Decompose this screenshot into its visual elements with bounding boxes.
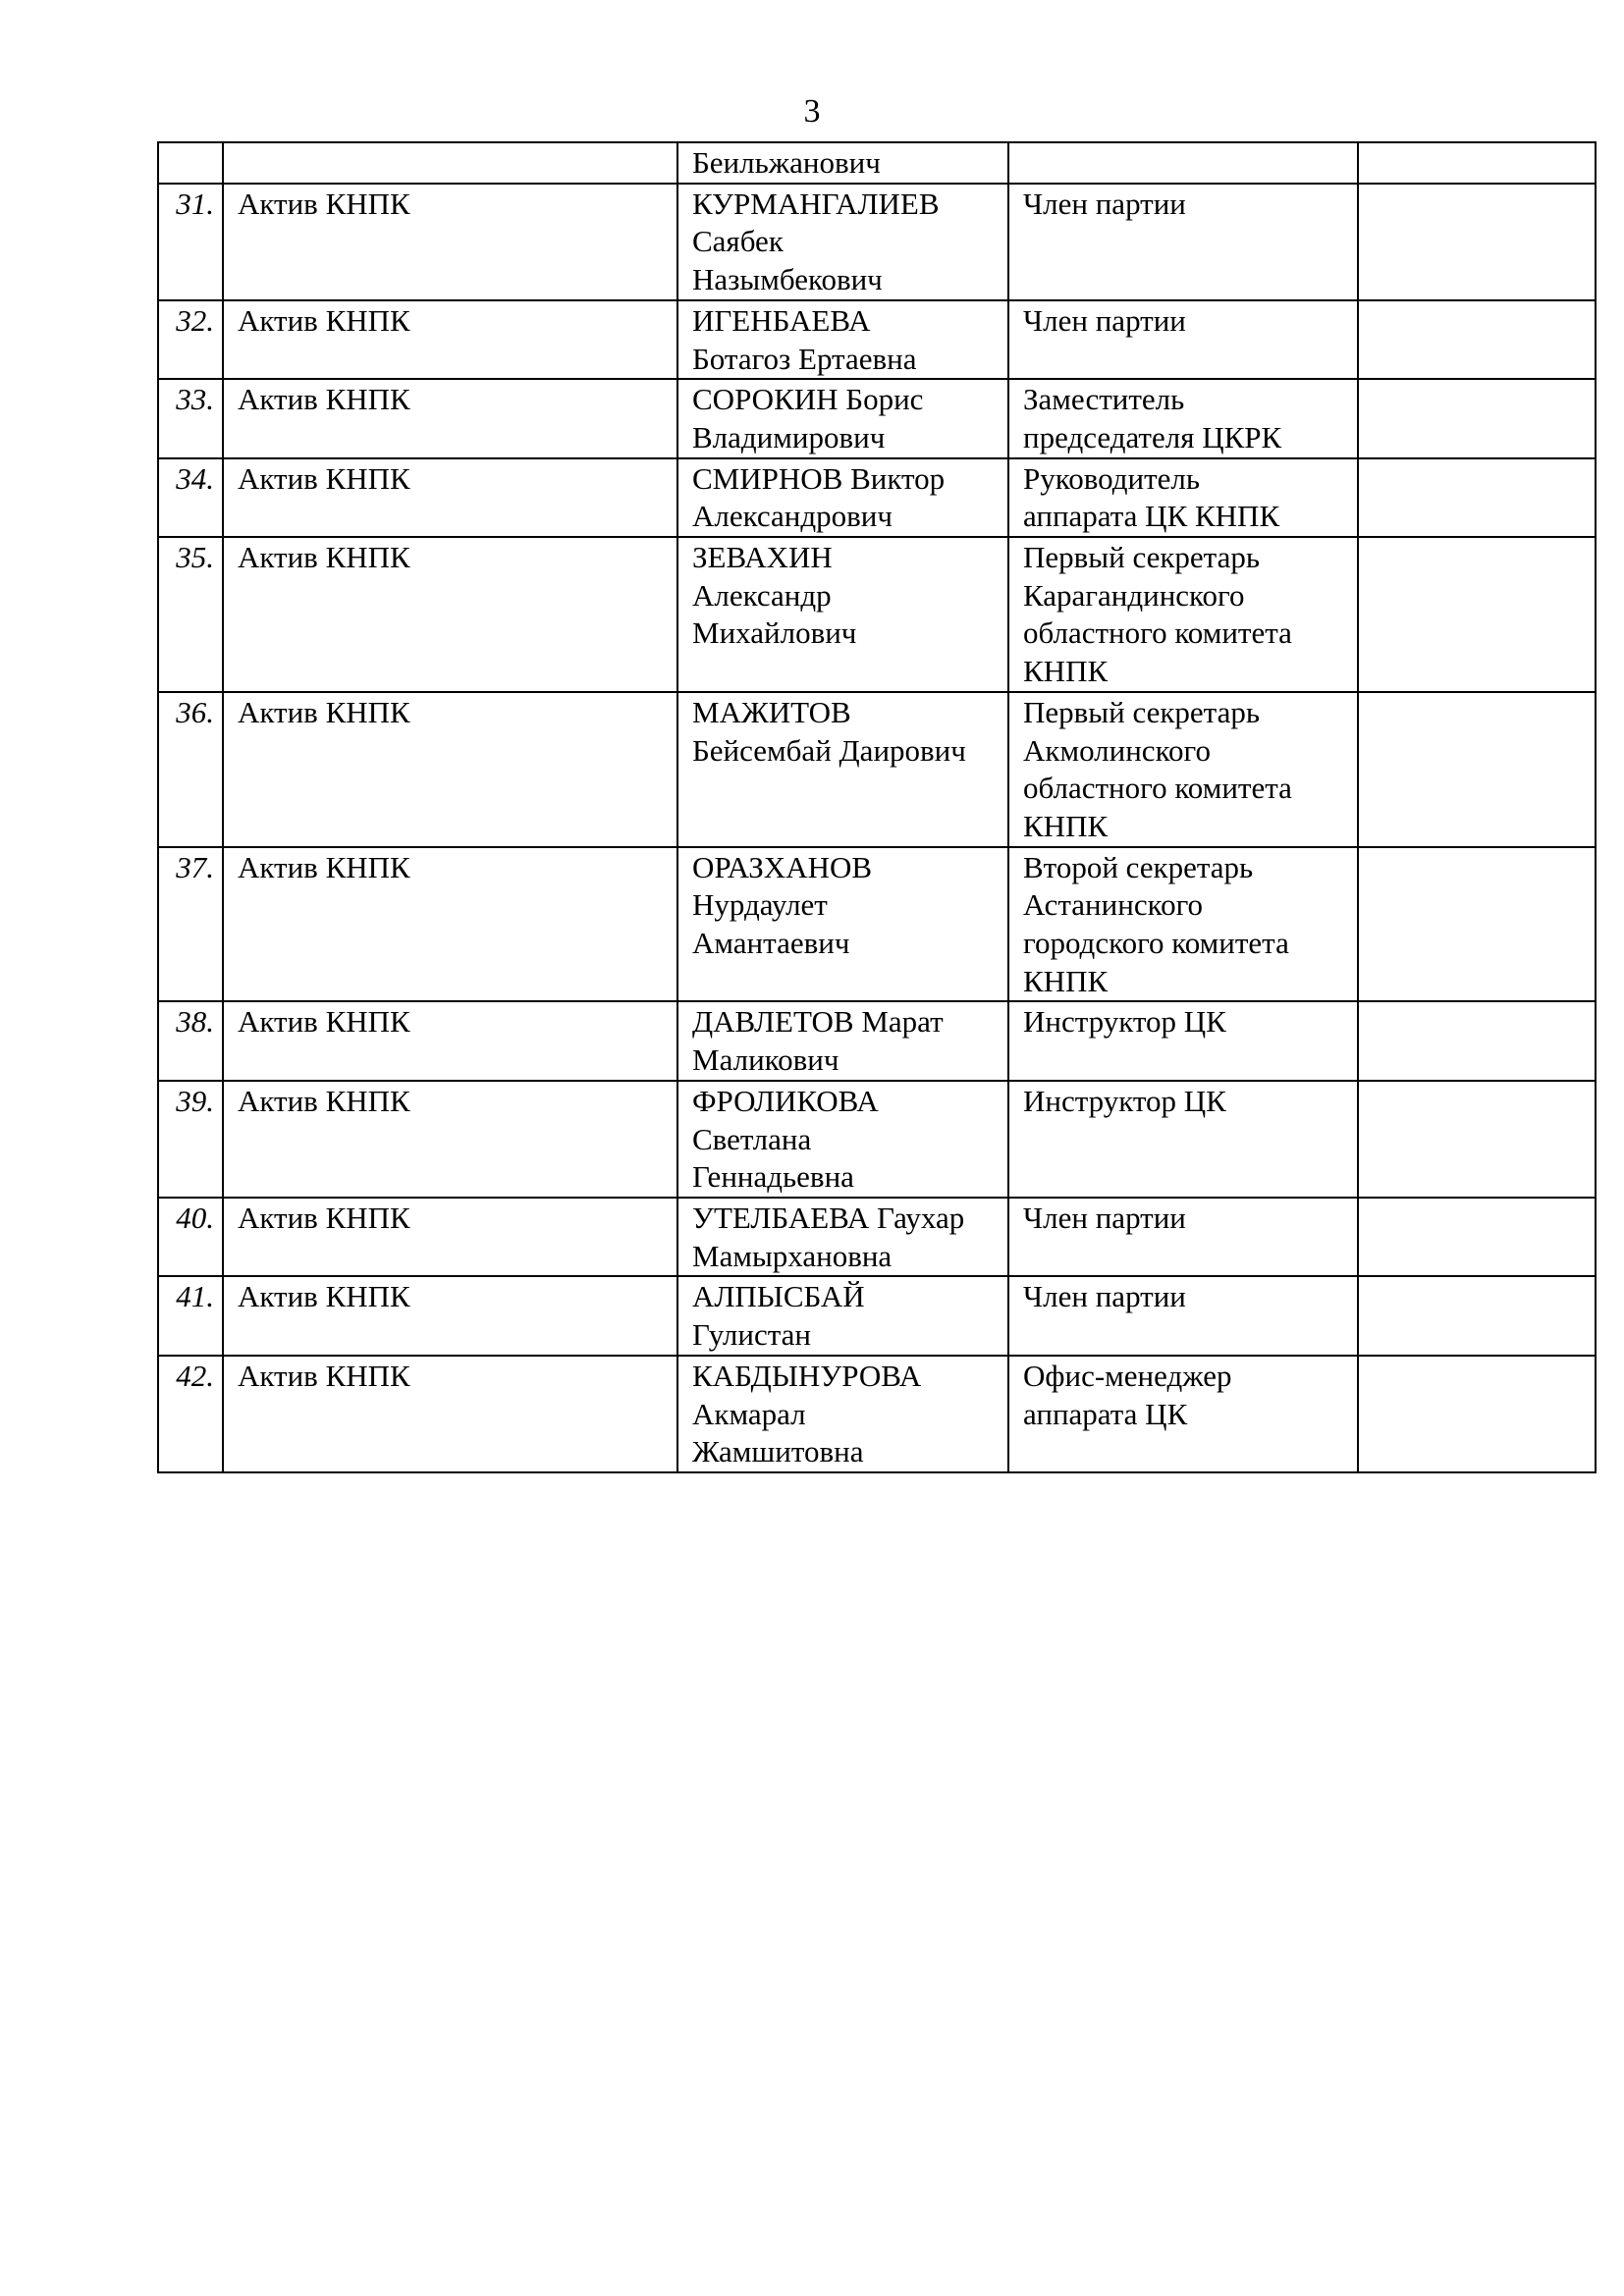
- position-cell: [1008, 142, 1358, 184]
- note-cell: [1358, 1001, 1596, 1080]
- note-cell: [1358, 1276, 1596, 1355]
- position-cell: Офис-менеджер аппарата ЦК: [1008, 1356, 1358, 1472]
- table-row: [158, 1081, 1596, 1198]
- name-cell: ОРАЗХАНОВ Нурдаулет Амантаевич: [677, 847, 1008, 1002]
- table-row: [158, 300, 1596, 379]
- note-cell: [1358, 458, 1596, 537]
- note-cell: [1358, 142, 1596, 184]
- row-number: [158, 142, 223, 184]
- position-cell: Руководитель аппарата ЦК КНПК: [1008, 458, 1358, 537]
- name-cell: КУРМАНГАЛИЕВ Саябек Назымбекович: [677, 184, 1008, 300]
- row-number: 31.: [158, 184, 223, 300]
- table-row: [158, 184, 1596, 300]
- row-number: 36.: [158, 692, 223, 847]
- group-cell: Актив КНПК: [223, 537, 677, 692]
- table-row: [158, 379, 1596, 457]
- name-cell: СМИРНОВ Виктор Александрович: [677, 458, 1008, 537]
- name-cell: Беильжанович: [677, 142, 1008, 184]
- row-number: 37.: [158, 847, 223, 1002]
- group-cell: Актив КНПК: [223, 1001, 677, 1080]
- name-cell: МАЖИТОВ Бейсембай Даирович: [677, 692, 1008, 847]
- position-cell: Первый секретарь Карагандинского областного комитета КНПК: [1008, 537, 1358, 692]
- group-cell: Актив КНПК: [223, 1276, 677, 1355]
- group-cell: Актив КНПК: [223, 184, 677, 300]
- note-cell: [1358, 379, 1596, 457]
- name-cell: ДАВЛЕТОВ Марат Маликович: [677, 1001, 1008, 1080]
- table-row: [158, 1001, 1596, 1080]
- position-cell: Член партии: [1008, 300, 1358, 379]
- group-cell: Актив КНПК: [223, 847, 677, 1002]
- row-number: 40.: [158, 1198, 223, 1276]
- table-row: [158, 1198, 1596, 1276]
- row-number: 32.: [158, 300, 223, 379]
- row-number: 35.: [158, 537, 223, 692]
- page-number: 3: [803, 93, 821, 130]
- members-table: [157, 141, 1597, 1473]
- group-cell: [223, 142, 677, 184]
- position-cell: Член партии: [1008, 1276, 1358, 1355]
- position-cell: Первый секретарь Акмолинского областного комитета КНПК: [1008, 692, 1358, 847]
- position-cell: Второй секретарь Астанинского городского комитета КНПК: [1008, 847, 1358, 1002]
- table-row: [158, 692, 1596, 847]
- table-row: [158, 537, 1596, 692]
- row-number: 39.: [158, 1081, 223, 1198]
- note-cell: [1358, 847, 1596, 1002]
- note-cell: [1358, 1081, 1596, 1198]
- row-number: 33.: [158, 379, 223, 457]
- position-cell: Член партии: [1008, 1198, 1358, 1276]
- row-number: 34.: [158, 458, 223, 537]
- position-cell: Инструктор ЦК: [1008, 1001, 1358, 1080]
- group-cell: Актив КНПК: [223, 1081, 677, 1198]
- name-cell: СОРОКИН Борис Владимирович: [677, 379, 1008, 457]
- name-cell: ФРОЛИКОВА Светлана Геннадьевна: [677, 1081, 1008, 1198]
- note-cell: [1358, 692, 1596, 847]
- name-cell: КАБДЫНУРОВА Акмарал Жамшитовна: [677, 1356, 1008, 1472]
- position-cell: Инструктор ЦК: [1008, 1081, 1358, 1198]
- group-cell: Актив КНПК: [223, 300, 677, 379]
- position-cell: Член партии: [1008, 184, 1358, 300]
- note-cell: [1358, 1356, 1596, 1472]
- group-cell: Актив КНПК: [223, 692, 677, 847]
- position-cell: Заместитель председателя ЦКРК: [1008, 379, 1358, 457]
- group-cell: Актив КНПК: [223, 1356, 677, 1472]
- table-row: [158, 1356, 1596, 1472]
- note-cell: [1358, 1198, 1596, 1276]
- group-cell: Актив КНПК: [223, 458, 677, 537]
- table-row: [158, 142, 1596, 184]
- row-number: 42.: [158, 1356, 223, 1472]
- row-number: 38.: [158, 1001, 223, 1080]
- table-row: [158, 847, 1596, 1002]
- note-cell: [1358, 184, 1596, 300]
- name-cell: АЛПЫСБАЙ Гулистан: [677, 1276, 1008, 1355]
- note-cell: [1358, 537, 1596, 692]
- name-cell: ЗЕВАХИН Александр Михайлович: [677, 537, 1008, 692]
- row-number: 41.: [158, 1276, 223, 1355]
- table-row: [158, 458, 1596, 537]
- table-row: [158, 1276, 1596, 1355]
- name-cell: УТЕЛБАЕВА Гаухар Мамырхановна: [677, 1198, 1008, 1276]
- note-cell: [1358, 300, 1596, 379]
- group-cell: Актив КНПК: [223, 379, 677, 457]
- group-cell: Актив КНПК: [223, 1198, 677, 1276]
- name-cell: ИГЕНБАЕВА Ботагоз Ертаевна: [677, 300, 1008, 379]
